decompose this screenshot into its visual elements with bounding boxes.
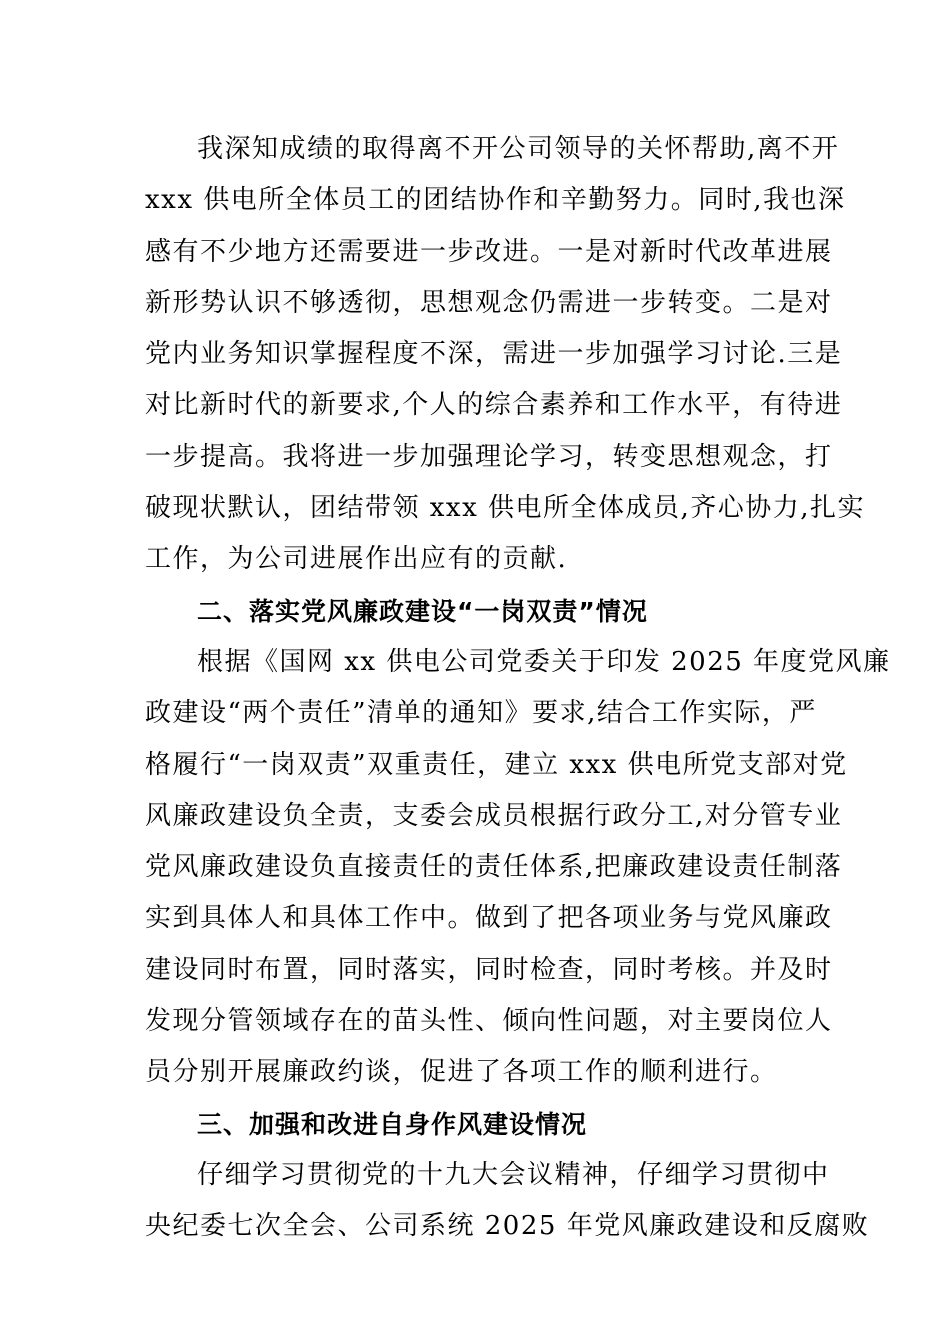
text-line: 发现分管领域存在的苗头性、倾向性问题，对主要岗位人 bbox=[145, 1006, 833, 1037]
section-heading-3: 三、加强和改进自身作风建设情况 bbox=[197, 1109, 588, 1139]
text-line: 格履行“一岗双责”双重责任，建立 xxx 供电所党支部对党 bbox=[145, 749, 848, 780]
text-line: 政建设“两个责任”清单的通知》要求,结合工作实际，严 bbox=[145, 698, 817, 729]
text-line: 一步提高。我将进一步加强理论学习，转变思想观念，打 bbox=[145, 441, 833, 472]
paragraph-achievements bbox=[145, 124, 866, 586]
text-line: 仔细学习贯彻党的十九大会议精神，仔细学习贯彻中 bbox=[197, 1159, 830, 1190]
text-line: 实到具体人和具体工作中。做到了把各项业务与党风廉政 bbox=[145, 903, 833, 934]
text-line: 党内业务知识掌握程度不深，需进一步加强学习讨论.三是 bbox=[145, 339, 843, 370]
text-line: 工作，为公司进展作出应有的贡献. bbox=[145, 544, 568, 575]
text-line: 央纪委七次全会、公司系统 2025 年党风廉政建设和反腐败 bbox=[145, 1211, 870, 1242]
text-line: 感有不少地方还需要进一步改进。一是对新时代改革进展 bbox=[145, 236, 833, 267]
text-line: 我深知成绩的取得离不开公司领导的关怀帮助,离不开 bbox=[197, 134, 840, 164]
text-line: 党风廉政建设负直接责任的责任体系,把廉政建设责任制落 bbox=[145, 852, 843, 883]
text-line: 员分别开展廉政约谈，促进了各项工作的顺利进行。 bbox=[145, 1057, 778, 1088]
text-line: xxx 供电所全体员工的团结协作和辛勤努力。同时,我也深 bbox=[145, 185, 846, 216]
document-body bbox=[145, 124, 891, 1253]
text-line: 对比新时代的新要求,个人的综合素养和工作水平，有待进 bbox=[145, 390, 843, 421]
text-line: 建设同时布置，同时落实，同时检查，同时考核。并及时 bbox=[145, 954, 833, 985]
text-line: 根据《国网 xx 供电公司党委关于印发 2025 年度党风廉 bbox=[197, 646, 891, 677]
section-heading-2: 二、落实党风廉政建设“一岗双责”情况 bbox=[197, 596, 648, 626]
paragraph-style-building bbox=[145, 1150, 870, 1253]
text-line: 风廉政建设负全责，支委会成员根据行政分工,对分管专业 bbox=[145, 800, 843, 831]
paragraph-responsibility bbox=[145, 637, 891, 1099]
text-line: 破现状默认，团结带领 xxx 供电所全体成员,齐心协力,扎实 bbox=[145, 493, 866, 524]
text-line: 新形势认识不够透彻，思想观念仍需进一步转变。二是对 bbox=[145, 287, 833, 318]
